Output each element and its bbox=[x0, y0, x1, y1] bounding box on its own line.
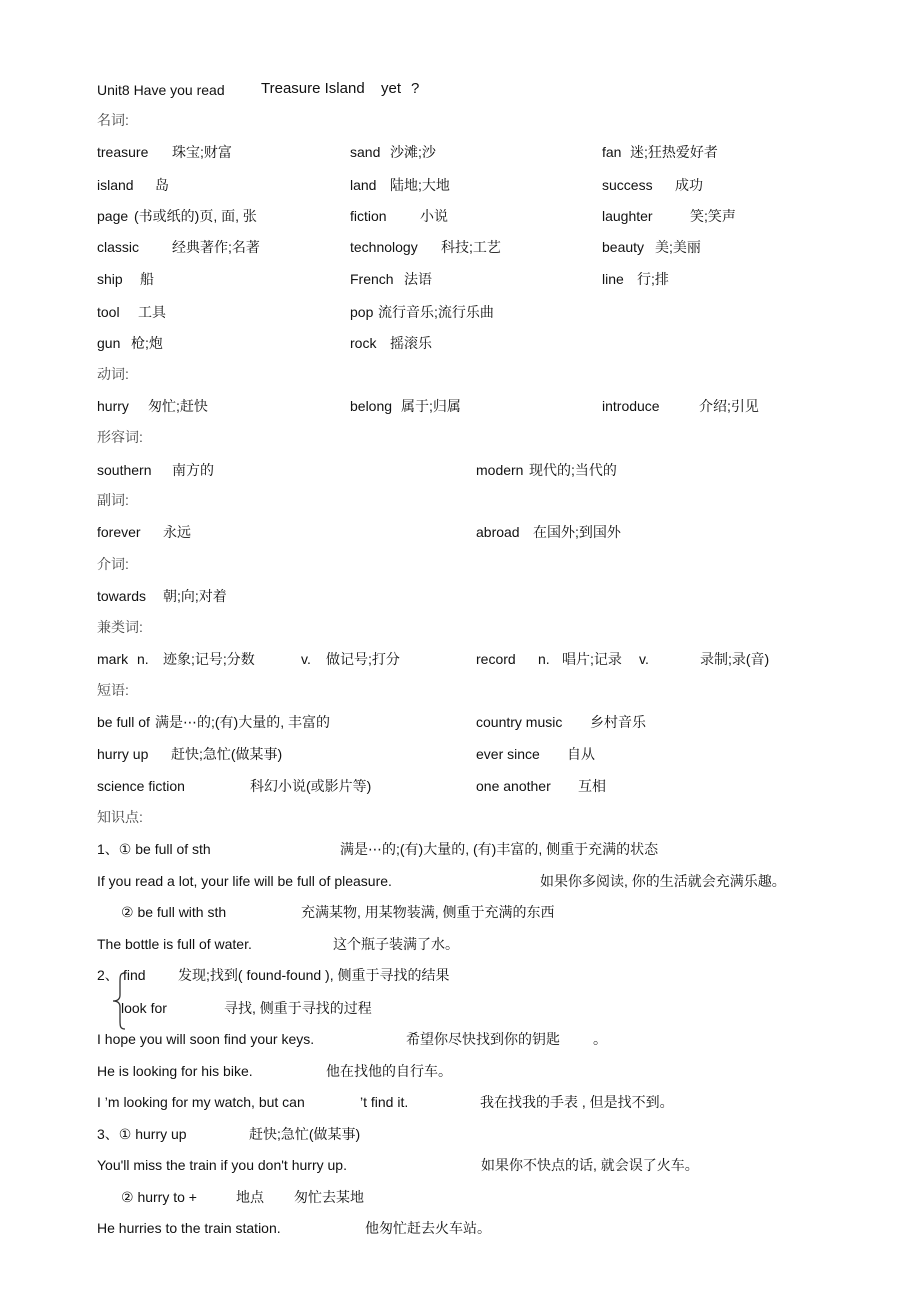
heading-prepositions: 介词: bbox=[97, 556, 129, 572]
heading-multi-class: 兼类词: bbox=[97, 619, 143, 635]
noun-en: page bbox=[97, 208, 129, 224]
noun-en: tool bbox=[97, 304, 120, 320]
phrase-zh: 赶快;急忙(做某事) bbox=[171, 746, 283, 762]
heading-phrases: 短语: bbox=[97, 682, 129, 698]
phrase-zh: 满是⋯的;(有)大量的, 丰富的 bbox=[155, 714, 330, 730]
noun-meaning: 迹象;记号;分数 bbox=[163, 651, 255, 667]
title-lead: Unit8 Have you read bbox=[97, 82, 225, 98]
adjective-en: modern bbox=[476, 462, 524, 478]
noun-zh: 行;排 bbox=[637, 271, 669, 287]
example-zh: 我在找我的手表 , 但是找不到。 bbox=[480, 1094, 674, 1110]
example-zh: 这个瓶子装满了水。 bbox=[333, 936, 459, 952]
preposition-en: towards bbox=[97, 588, 147, 604]
phrase-zh: 科幻小说(或影片等) bbox=[250, 778, 372, 794]
adjective-en: southern bbox=[97, 462, 152, 478]
adverb-en: abroad bbox=[476, 524, 520, 540]
noun-zh: 法语 bbox=[404, 271, 432, 287]
noun-zh: 沙滩;沙 bbox=[390, 144, 436, 160]
noun-zh: 小说 bbox=[420, 208, 448, 224]
heading-verbs: 动词: bbox=[97, 366, 129, 382]
example-en-cont: ’t find it. bbox=[360, 1094, 409, 1110]
noun-en: rock bbox=[350, 335, 377, 351]
phrase-en: science fiction bbox=[97, 778, 185, 794]
point3-label: 3、① hurry up bbox=[97, 1126, 187, 1142]
point1-meaning: 满是⋯的;(有)大量的, (有)丰富的, 侧重于充满的状态 bbox=[340, 841, 659, 857]
example-zh-end: 。 bbox=[593, 1031, 607, 1047]
example-zh: 他在找他的自行车。 bbox=[326, 1063, 452, 1079]
point2-number: 2、 bbox=[97, 967, 119, 983]
noun-meaning: 唱片;记录 bbox=[562, 651, 622, 667]
example-en: The bottle is full of water. bbox=[97, 936, 252, 952]
heading-adverbs: 副词: bbox=[97, 492, 129, 508]
noun-en: fiction bbox=[350, 208, 387, 224]
noun-en: laughter bbox=[602, 208, 653, 224]
noun-zh: 笑;笑声 bbox=[690, 208, 736, 224]
noun-en: beauty bbox=[602, 239, 645, 255]
verb-en: hurry bbox=[97, 398, 129, 414]
point1-label: 1、① be full of sth bbox=[97, 841, 211, 857]
noun-zh: 陆地;大地 bbox=[390, 177, 450, 193]
example-zh: 如果你多阅读, 你的生活就会充满乐趣。 bbox=[540, 873, 786, 889]
title-question-mark: ? bbox=[411, 80, 420, 97]
noun-en: sand bbox=[350, 144, 381, 160]
example-zh: 他匆忙赶去火车站。 bbox=[365, 1220, 491, 1236]
example-zh: 希望你尽快找到你的钥匙 bbox=[406, 1031, 560, 1047]
multi-class-en: mark bbox=[97, 651, 129, 667]
pos-verb-tag: v. bbox=[301, 651, 311, 667]
verb-meaning: 做记号;打分 bbox=[326, 651, 400, 667]
point2-find-meaning: 发现;找到( found-found ), 侧重于寻找的结果 bbox=[178, 967, 450, 983]
point3-sub-place: 地点 bbox=[236, 1189, 264, 1205]
example-en: You'll miss the train if you don't hurry up. bbox=[97, 1157, 347, 1173]
example-en: I ’m looking for my watch, but can bbox=[97, 1094, 305, 1110]
noun-en: ship bbox=[97, 271, 123, 287]
heading-knowledge: 知识点: bbox=[97, 809, 143, 825]
noun-zh: 经典著作;名著 bbox=[172, 239, 260, 255]
adverb-zh: 永远 bbox=[163, 524, 191, 540]
adjective-zh: 现代的;当代的 bbox=[529, 462, 617, 478]
heading-adjectives: 形容词: bbox=[97, 429, 143, 445]
title-yet: yet bbox=[381, 80, 402, 97]
noun-zh: 成功 bbox=[675, 177, 703, 193]
noun-en: French bbox=[350, 271, 394, 287]
noun-en: gun bbox=[97, 335, 121, 351]
point2-look-for: look for bbox=[121, 1000, 167, 1016]
point3-sub-label: ② hurry to + bbox=[121, 1189, 197, 1205]
heading-nouns: 名词: bbox=[97, 112, 129, 128]
point2-look-for-meaning: 寻找, 侧重于寻找的过程 bbox=[224, 1000, 372, 1016]
phrase-zh: 乡村音乐 bbox=[590, 714, 646, 730]
verb-en: belong bbox=[350, 398, 393, 414]
verb-zh: 属于;归属 bbox=[401, 398, 461, 414]
pos-noun-tag: n. bbox=[538, 651, 550, 667]
phrase-en: be full of bbox=[97, 714, 150, 730]
noun-zh: 船 bbox=[140, 271, 154, 287]
preposition-zh: 朝;向;对着 bbox=[163, 588, 227, 604]
phrase-en: ever since bbox=[476, 746, 540, 762]
noun-en: pop bbox=[350, 304, 374, 320]
adjective-zh: 南方的 bbox=[172, 462, 214, 478]
noun-zh: 流行音乐;流行乐曲 bbox=[378, 304, 494, 320]
noun-en: classic bbox=[97, 239, 140, 255]
noun-zh: 工具 bbox=[138, 304, 166, 320]
noun-zh: 珠宝;财富 bbox=[172, 144, 232, 160]
title-book: Treasure Island bbox=[261, 80, 365, 97]
example-en: He is looking for his bike. bbox=[97, 1063, 253, 1079]
point2-find: find bbox=[123, 967, 146, 983]
example-zh: 如果你不快点的话, 就会误了火车。 bbox=[481, 1157, 699, 1173]
point1-sub-meaning: 充满某物, 用某物装满, 侧重于充满的东西 bbox=[301, 904, 555, 920]
multi-class-en: record bbox=[476, 651, 516, 667]
example-en: If you read a lot, your life will be full of pleasure. bbox=[97, 873, 392, 889]
noun-en: success bbox=[602, 177, 653, 193]
noun-zh: 岛 bbox=[155, 177, 169, 193]
noun-zh: 摇滚乐 bbox=[390, 335, 432, 351]
verb-zh: 介绍;引见 bbox=[699, 398, 759, 414]
verb-zh: 匆忙;赶快 bbox=[148, 398, 208, 414]
phrase-zh: 互相 bbox=[578, 778, 606, 794]
noun-en: fan bbox=[602, 144, 622, 160]
phrase-zh: 自从 bbox=[567, 746, 595, 762]
noun-en: island bbox=[97, 177, 134, 193]
point3-meaning: 赶快;急忙(做某事) bbox=[249, 1126, 361, 1142]
point1-sub-label: ② be full with sth bbox=[121, 904, 227, 920]
noun-en: technology bbox=[350, 239, 418, 255]
pos-noun-tag: n. bbox=[137, 651, 149, 667]
point3-sub-meaning: 匆忙去某地 bbox=[294, 1189, 364, 1205]
noun-zh: 科技;工艺 bbox=[441, 239, 501, 255]
example-en: He hurries to the train station. bbox=[97, 1220, 281, 1236]
noun-zh: 迷;狂热爱好者 bbox=[630, 144, 718, 160]
noun-en: line bbox=[602, 271, 624, 287]
example-en: I hope you will soon find your keys. bbox=[97, 1031, 315, 1047]
phrase-en: hurry up bbox=[97, 746, 149, 762]
adverb-en: forever bbox=[97, 524, 141, 540]
pos-verb-tag: v. bbox=[639, 651, 649, 667]
noun-en: land bbox=[350, 177, 377, 193]
noun-zh: 枪;炮 bbox=[131, 335, 163, 351]
phrase-en: one another bbox=[476, 778, 551, 794]
verb-en: introduce bbox=[602, 398, 660, 414]
phrase-en: country music bbox=[476, 714, 563, 730]
noun-en: treasure bbox=[97, 144, 149, 160]
noun-zh: 美;美丽 bbox=[655, 239, 701, 255]
noun-zh: (书或纸的)页, 面, 张 bbox=[134, 208, 257, 224]
adverb-zh: 在国外;到国外 bbox=[533, 524, 621, 540]
verb-meaning: 录制;录(音) bbox=[700, 651, 770, 667]
